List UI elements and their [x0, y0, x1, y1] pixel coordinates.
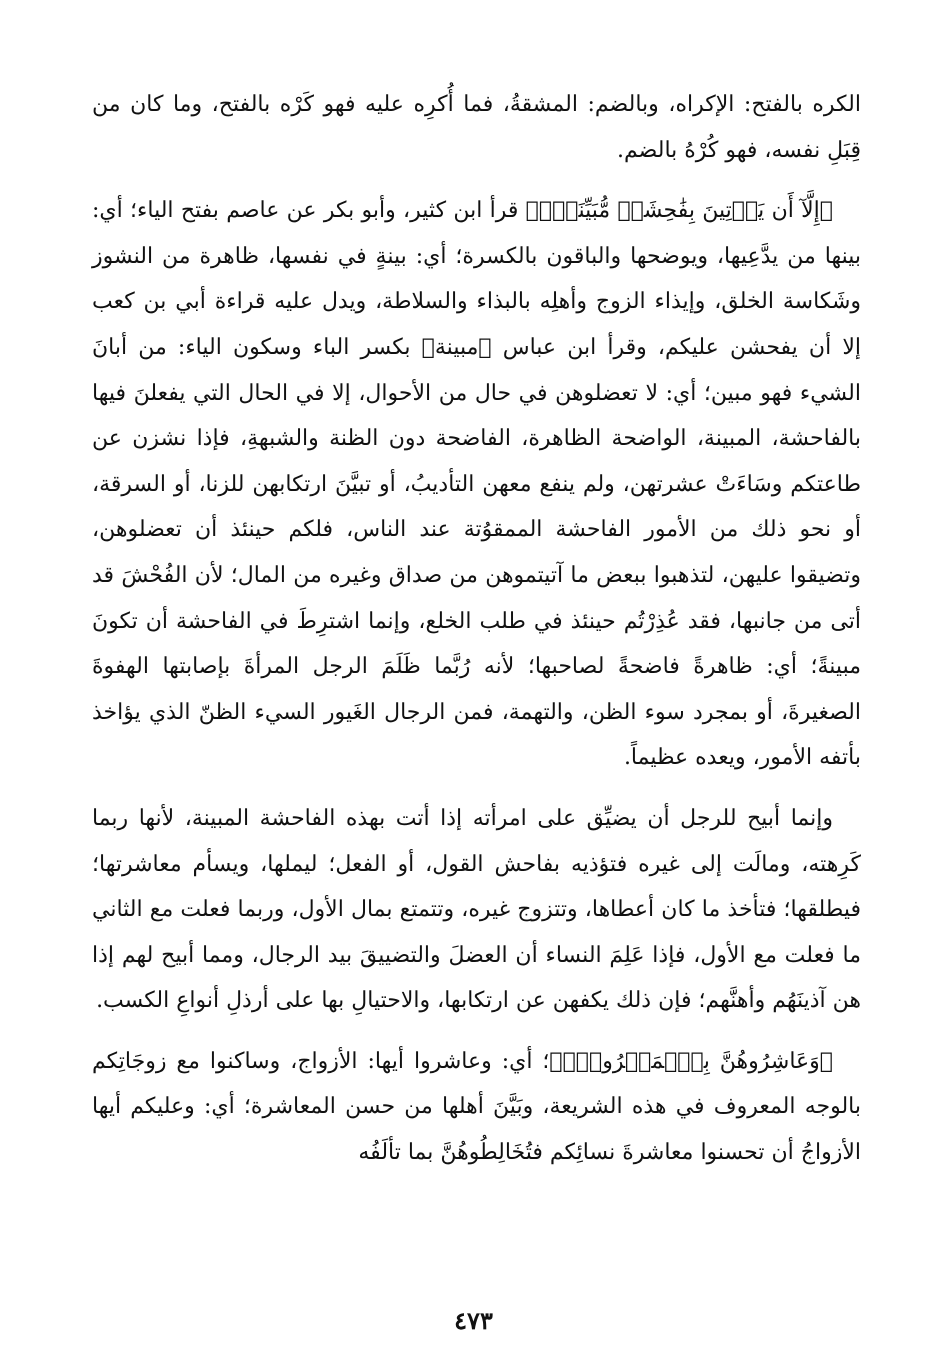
- paragraph-2: ﴿إِلَّآ أَن يَأۡتِينَ بِفَٰحِشَةٖ مُّبَيِّنَةٖۚ﴾ قرأ ابن كثير، وأبو بكر عن عاصم بفتح الياء؛ أي: بينها من يدَّعِيها، ويوضحها والباقون بالكسرة؛ أي: بينةٍ في نفسها، ظاهرة من النشوز وشَكاسة الخلق، وإيذاء الزوج وأهلِه بالبذاء والسلاطة، ويدل عليه قراءة أبي بن كعب إلا أن يفحشن عليكم، وقرأ ابن عباس ﴿مبينة﴾ بكسر الباء وسكون الياء: من أبانَ الشيء فهو مبين؛ أي: لا تعضلوهن في حال من الأحوال، إلا في الحال التي يفعلنَ فيها بالفاحشة، المبينة، الواضحة الظاهرة، الفاضحة دون الظنة والشبهةِ، فإذا نشزن عن طاعتكم وسَاءَتْ عشرتهن، ولم ينفع معهن التأديبُ، أو تبيَّنَ ارتكابهن للزنا، أو السرقة، أو نحو ذلك من الأمور الفاحشة الممقوُتة عند الناس، فلكم حينئذ أن تعضلوهن، وتضيقوا عليهن، لتذهبوا ببعض ما آتيتموهن من صداق وغيره من المال؛ لأن الفُحْشَ قد أتى من جانبها، فقد عُذِرْتُم حينئذ في طلب الخلع، وإنما اشترِطَ في الفاحشة أن تكونَ مبينةً؛ أي: ظاهرةً فاضحةً لصاحبها؛ لأنه رُبَّما ظَلَمَ الرجل المرأةَ بإصابتها الهفوةَ الصغيرةَ، أو بمجرد سوء الظن، والتهمة، فمن الرجال الغَيور السيء الظنّ الذي يؤاخذ بأتفه الأمور، ويعده عظيماً.: [92, 198, 861, 771]
- page-body: [92, 82, 861, 1191]
- paragraph-3: وإنما أبيح للرجل أن يضيِّق على امرأته إذا أتت بهذه الفاحشة المبينة، لأنها ربما كَرِهته، ومالَت إلى غيره فتؤذيه بفاحش القول، أو الفعل؛ ليملها، ويسأم معاشرتها؛ فيطلقها؛ فتأخذ ما كان أعطاها، وتتزوج غيره، وتتمتع بمال الأول، وربما فعلت مع الثاني ما فعلت مع الأول، فإذا عَلِمَ النساء أن العضلَ والتضييقَ بيد الرجال، ومما أبيح لهم إذا هن آذينَهُم وأهنَّهم؛ فإن ذلك يكفهن عن ارتكابها، والاحتيالِ بها على أرذلِ أنواعِ الكسب.: [92, 805, 861, 1014]
- paragraph-1: الكره بالفتح: الإكراه، وبالضم: المشقةُ، فما أُكرِه عليه فهو كَرْه بالفتح، وما كان من قِبَلِ نفسه، فهو كُرْهُ بالضم.: [92, 92, 861, 163]
- page-number: ٤٧٣: [454, 1306, 493, 1335]
- paragraph-4: ﴿وَعَاشِرُوهُنَّ بِٱلۡمَعۡرُوفِۚ﴾؛ أي: وعاشروا أيها: الأزواج، وساكنوا مع زوجَاتِكم بالوجه المعروف في هذه الشريعة، وبَيَّنَ أهلها من حسن المعاشرة؛ أي: وعليكم أيها الأزواجُ أن تحسنوا معاشرةَ نسائِكم فتُخَالِطُوهُنَّ بما تألَفُه: [92, 1048, 861, 1166]
